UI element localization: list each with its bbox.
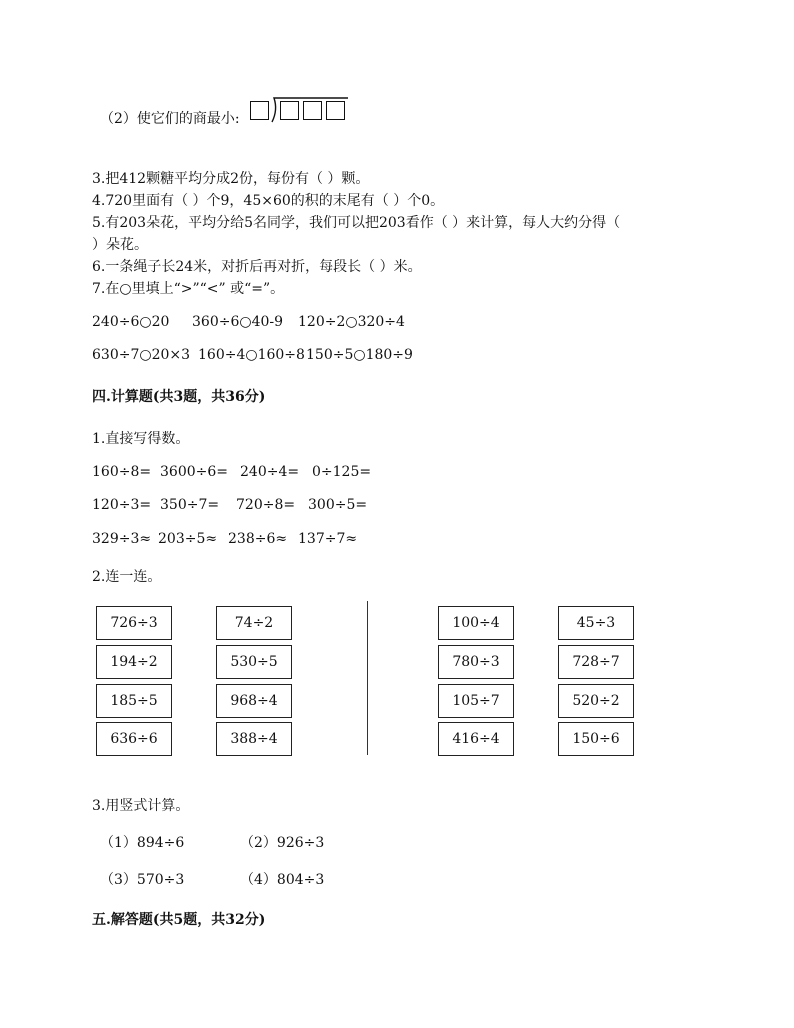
match-divider xyxy=(367,601,368,755)
match-box[interactable]: 968÷4 xyxy=(216,684,292,718)
match-box[interactable]: 74÷2 xyxy=(216,606,292,640)
oral-11: 238÷6≈ xyxy=(228,531,288,547)
dividend-box-1[interactable] xyxy=(280,101,299,120)
vertical-3: （3）570÷3 xyxy=(100,872,185,888)
oral-12: 137÷7≈ xyxy=(298,531,358,547)
match-box[interactable]: 728÷7 xyxy=(558,645,634,679)
divisor-box[interactable] xyxy=(250,101,269,120)
vertical-1: （1）894÷6 xyxy=(100,835,185,851)
oral-3: 240÷4= xyxy=(240,464,300,480)
compare-5: 160÷4○160÷8 xyxy=(198,347,305,363)
question-6: 6.一条绳子长24米，对折后再对折，每段长（ ）米。 xyxy=(92,259,422,275)
oral-2: 3600÷6= xyxy=(160,464,228,480)
dividend-box-2[interactable] xyxy=(303,101,322,120)
match-box[interactable]: 100÷4 xyxy=(438,606,514,640)
match-box[interactable]: 194÷2 xyxy=(96,645,172,679)
oral-1: 160÷8= xyxy=(92,464,152,480)
quotient-question: （2）使它们的商最小: xyxy=(100,111,240,127)
question-4-1: 1.直接写得数。 xyxy=(92,431,190,447)
match-box[interactable]: 530÷5 xyxy=(216,645,292,679)
oral-5: 120÷3= xyxy=(92,497,152,513)
question-7: 7.在○里填上“>”“<” 或“=”。 xyxy=(92,281,285,297)
match-box[interactable]: 388÷4 xyxy=(216,722,292,756)
oral-6: 350÷7= xyxy=(160,497,220,513)
match-box[interactable]: 726÷3 xyxy=(96,606,172,640)
question-4-3: 3.用竖式计算。 xyxy=(92,798,190,814)
match-box[interactable]: 105÷7 xyxy=(438,684,514,718)
oral-8: 300÷5= xyxy=(308,497,368,513)
match-box[interactable]: 636÷6 xyxy=(96,722,172,756)
question-5: 5.有203朵花，平均分给5名同学，我们可以把203看作（ ）来计算，每人大约分得（ xyxy=(92,215,621,231)
question-4-2: 2.连一连。 xyxy=(92,569,162,585)
section-4-title: 四.计算题(共3题，共36分) xyxy=(92,389,266,405)
question-4: 4.720里面有（ ）个9，45×60的积的末尾有（ ）个0。 xyxy=(92,193,445,209)
vertical-4: （4）804÷3 xyxy=(240,872,325,888)
oral-4: 0÷125= xyxy=(312,464,372,480)
compare-3: 120÷2○320÷4 xyxy=(298,314,405,330)
match-box[interactable]: 150÷6 xyxy=(558,722,634,756)
dividend-box-3[interactable] xyxy=(326,101,345,120)
match-box[interactable]: 185÷5 xyxy=(96,684,172,718)
match-box[interactable]: 780÷3 xyxy=(438,645,514,679)
oral-9: 329÷3≈ xyxy=(92,531,152,547)
compare-6: 150÷5○180÷9 xyxy=(306,347,413,363)
question-5-cont: ）朵花。 xyxy=(92,237,148,253)
compare-2: 360÷6○40-9 xyxy=(192,314,284,330)
compare-1: 240÷6○20 xyxy=(92,314,170,330)
question-3: 3.把412颗糖平均分成2份，每份有（ ）颗。 xyxy=(92,171,370,187)
match-box[interactable]: 520÷2 xyxy=(558,684,634,718)
vertical-2: （2）926÷3 xyxy=(240,835,325,851)
oral-10: 203÷5≈ xyxy=(158,531,218,547)
compare-4: 630÷7○20×3 xyxy=(92,347,191,363)
section-5-title: 五.解答题(共5题，共32分) xyxy=(92,912,266,928)
match-box[interactable]: 45÷3 xyxy=(558,606,634,640)
oral-7: 720÷8= xyxy=(236,497,296,513)
match-box[interactable]: 416÷4 xyxy=(438,722,514,756)
